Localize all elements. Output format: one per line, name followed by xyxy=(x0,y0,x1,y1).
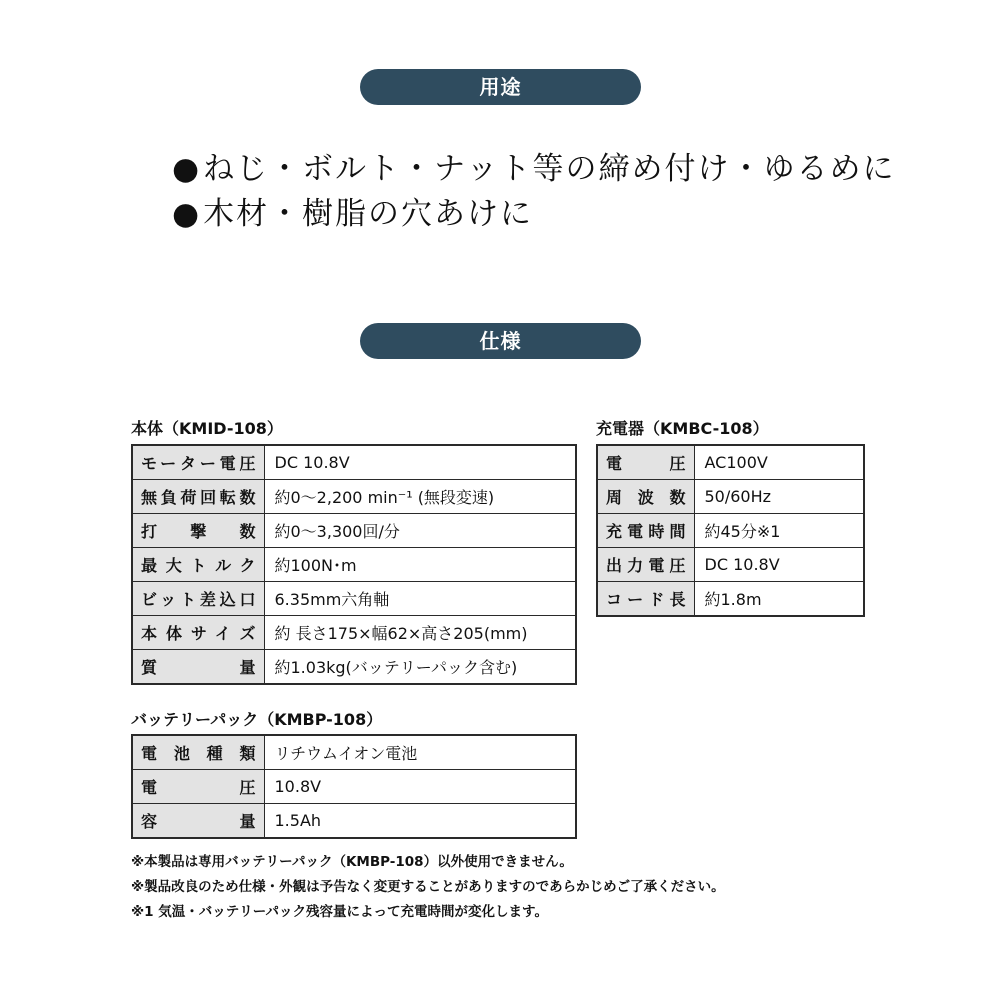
footnote: ※製品改良のため仕様・外観は予告なく変更することがありますのであらかじめご了承ください。 xyxy=(131,879,725,895)
spec-key: 充電時間 xyxy=(597,514,694,548)
spec-value: 6.35mm六角軸 xyxy=(264,582,576,616)
spec-key: 電池種類 xyxy=(132,735,264,770)
usage-list xyxy=(172,147,972,237)
spec-value: 約100N･m xyxy=(264,548,576,582)
spec-value: AC100V xyxy=(694,445,864,480)
spec-key: 本体サイズ xyxy=(132,616,264,650)
table-row xyxy=(132,445,576,480)
footnote: ※本製品は専用バッテリーパック（KMBP-108）以外使用できません。 xyxy=(131,854,573,870)
table-row xyxy=(132,650,576,685)
table-row xyxy=(597,582,864,617)
usage-item xyxy=(172,147,972,192)
table-row xyxy=(132,616,576,650)
table-row xyxy=(597,548,864,582)
spec-value: 50/60Hz xyxy=(694,480,864,514)
usage-heading: 用途 xyxy=(360,69,641,105)
spec-value: 約 長さ175×幅62×高さ205(mm) xyxy=(264,616,576,650)
spec-key: 出力電圧 xyxy=(597,548,694,582)
battery-table xyxy=(131,734,577,839)
spec-value: DC 10.8V xyxy=(694,548,864,582)
main-unit-table xyxy=(131,444,577,685)
spec-key: 質量 xyxy=(132,650,264,685)
table-row xyxy=(597,445,864,480)
spec-key: モーター電圧 xyxy=(132,445,264,480)
table-row xyxy=(132,804,576,839)
spec-heading: 仕様 xyxy=(360,323,641,359)
usage-item-text: ねじ・ボルト・ナット等の締め付け・ゆるめに xyxy=(203,151,896,187)
charger-table xyxy=(596,444,865,617)
table-row xyxy=(132,548,576,582)
spec-key: 周波数 xyxy=(597,480,694,514)
battery-title: バッテリーパック（KMBP-108） xyxy=(131,710,383,729)
footnote: ※1 気温・バッテリーパック残容量によって充電時間が変化します。 xyxy=(131,904,548,920)
table-row xyxy=(597,480,864,514)
charger-title: 充電器（KMBC-108） xyxy=(596,419,769,438)
main-unit-title: 本体（KMID-108） xyxy=(131,419,283,438)
table-row xyxy=(132,582,576,616)
spec-key: ビット差込口 xyxy=(132,582,264,616)
spec-key: 電圧 xyxy=(132,770,264,804)
spec-value: 約1.8m xyxy=(694,582,864,617)
table-row xyxy=(597,514,864,548)
table-row xyxy=(132,770,576,804)
table-row xyxy=(132,514,576,548)
spec-key: コード長 xyxy=(597,582,694,617)
spec-value: 10.8V xyxy=(264,770,576,804)
spec-key: 打撃数 xyxy=(132,514,264,548)
footnotes xyxy=(131,850,725,925)
table-row xyxy=(132,735,576,770)
spec-value: 約0〜3,300回/分 xyxy=(264,514,576,548)
spec-key: 電圧 xyxy=(597,445,694,480)
table-row xyxy=(132,480,576,514)
spec-value: 約0〜2,200 min⁻¹ (無段変速) xyxy=(264,480,576,514)
spec-value: 約45分※1 xyxy=(694,514,864,548)
usage-item-text: 木材・樹脂の穴あけに xyxy=(203,196,534,232)
spec-value: DC 10.8V xyxy=(264,445,576,480)
spec-value: 約1.03kg(バッテリーパック含む) xyxy=(264,650,576,685)
spec-key: 最大トルク xyxy=(132,548,264,582)
spec-key: 無負荷回転数 xyxy=(132,480,264,514)
usage-item xyxy=(172,192,972,237)
bullet-icon: ● xyxy=(172,151,202,187)
spec-key: 容量 xyxy=(132,804,264,839)
spec-value: 1.5Ah xyxy=(264,804,576,839)
spec-value: リチウムイオン電池 xyxy=(264,735,576,770)
bullet-icon: ● xyxy=(172,196,202,232)
